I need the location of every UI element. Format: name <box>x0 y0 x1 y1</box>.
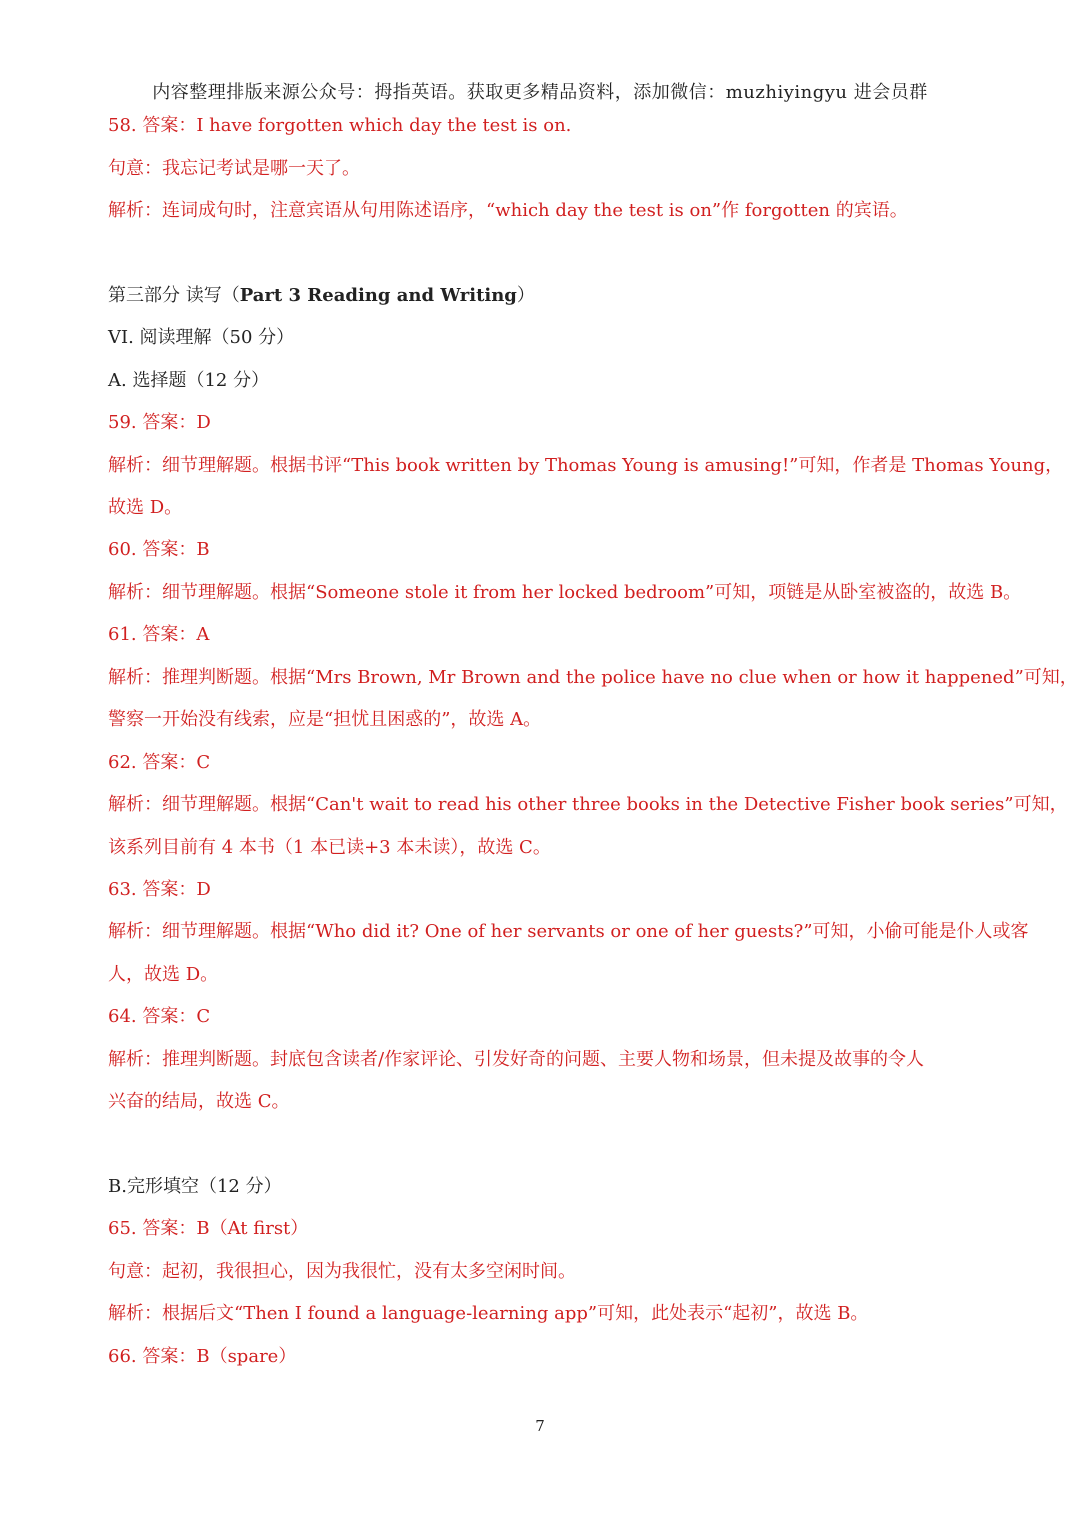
section-heading-close: ） <box>516 285 535 306</box>
analysis-59-line1: 解析：细节理解题。根据书评“This book written by Thomas Young is amusing!”可知，作者是 Thomas Young， <box>108 455 1064 476</box>
heading-reading-comprehension: VI. 阅读理解（50 分） <box>108 327 295 348</box>
analysis-64-line1: 解析：推理判断题。封底包含读者/作家评论、引发好奇的问题、主要人物和场景，但未提及故事的令人 <box>108 1049 925 1070</box>
answer-60: 60. 答案：B <box>108 539 210 560</box>
answer-65: 65. 答案：B（At first） <box>108 1218 309 1239</box>
analysis-63-line2: 人，故选 D。 <box>108 964 219 985</box>
section-heading-en: Part 3 Reading and Writing <box>239 285 517 306</box>
answer-59: 59. 答案：D <box>108 412 211 433</box>
analysis-59-line2: 故选 D。 <box>108 497 183 518</box>
analysis-62-line1: 解析：细节理解题。根据“Can't wait to read his other three books in the Detective Fisher book series”可知， <box>108 794 1068 815</box>
page-header: 内容整理排版来源公众号：拇指英语。获取更多精品资料，添加微信：muzhiyingyu 进会员群 <box>152 82 928 103</box>
answer-58: 58. 答案：I have forgotten which day the test is on. <box>108 115 572 136</box>
analysis-61-line1: 解析：推理判断题。根据“Mrs Brown, Mr Brown and the police have no clue when or how it happened”可知， <box>108 667 1078 688</box>
analysis-64-line2: 兴奋的结局，故选 C。 <box>108 1091 290 1112</box>
analysis-60: 解析：细节理解题。根据“Someone stole it from her locked bedroom”可知，项链是从卧室被盗的，故选 B。 <box>108 582 1022 603</box>
answer-64: 64. 答案：C <box>108 1006 211 1027</box>
analysis-58: 解析：连词成句时，注意宾语从句用陈述语序，“which day the test is on”作 forgotten 的宾语。 <box>108 200 908 221</box>
answer-63: 63. 答案：D <box>108 879 211 900</box>
page-number: 7 <box>535 1417 545 1435</box>
analysis-63-line1: 解析：细节理解题。根据“Who did it? One of her servants or one of her guests?”可知，小偷可能是仆人或客 <box>108 921 1029 942</box>
heading-cloze: B.完形填空（12 分） <box>108 1176 282 1197</box>
analysis-62-line2: 该系列目前有 4 本书（1 本已读+3 本未读），故选 C。 <box>108 837 551 858</box>
translation-65: 句意：起初，我很担心，因为我很忙，没有太多空闲时间。 <box>108 1261 576 1282</box>
analysis-61-line2: 警察一开始没有线索，应是“担忧且困惑的”，故选 A。 <box>108 709 542 730</box>
section-heading-cn: 第三部分 读写（ <box>108 285 240 306</box>
analysis-65: 解析：根据后文“Then I found a language-learning app”可知，此处表示“起初”，故选 B。 <box>108 1303 869 1324</box>
answer-62: 62. 答案：C <box>108 752 211 773</box>
answer-61: 61. 答案：A <box>108 624 210 645</box>
translation-58: 句意：我忘记考试是哪一天了。 <box>108 158 360 179</box>
heading-multiple-choice: A. 选择题（12 分） <box>108 370 270 391</box>
answer-66: 66. 答案：B（spare） <box>108 1346 297 1367</box>
section-heading-part3 <box>108 281 978 311</box>
